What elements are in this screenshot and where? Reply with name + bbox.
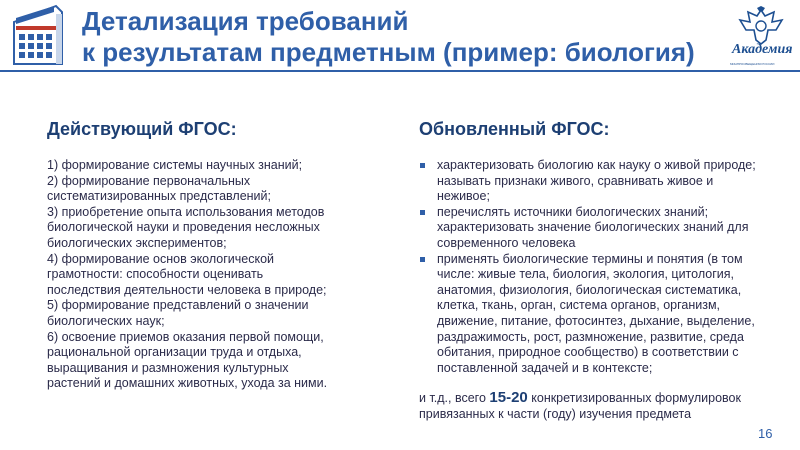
left-line: систематизированных представлений; [47, 189, 271, 204]
count-highlight: 15-20 [489, 389, 528, 406]
left-line: 6) освоение приемов оказания первой помощи, [47, 329, 324, 344]
page-number: 16 [758, 426, 773, 441]
list-item: характеризовать биологию как науку о живой природе; называть признаки живого, сравнивать живое и неживое; [419, 158, 769, 205]
square-bullet-icon [420, 257, 425, 262]
left-line: биологических экспериментов; [47, 235, 227, 250]
title-line-2: к результатам предметным (пример: биология) [82, 37, 695, 67]
left-column-text [47, 158, 377, 392]
academy-subtext: МИНПРОСВЕЩЕНИЯ РОССИИ [730, 62, 775, 66]
emblem-eagle-icon [730, 6, 792, 46]
list-item: применять биологические термины и понятия (в том числе: живые тела, биология, экология, цитология, анатомия, физиология, биологическая систематика, клетка, ткань, орган, система органов, организм, движение, питание, фотосинтез, дыхание, выделение, раздражимость, рост, размножение, развитие, среда обитания, природное сообщество) в соответствии с поставленной задачей и в контексте; [419, 252, 769, 377]
left-line: 5) формирование представлений о значении [47, 298, 309, 313]
academy-logo [730, 6, 792, 68]
square-bullet-icon [420, 210, 425, 215]
left-line: грамотности: способности оценивать [47, 267, 264, 282]
left-line: рациональной организации труда и отдыха, [47, 345, 302, 360]
header-divider [0, 70, 800, 72]
slide-title [82, 6, 722, 68]
title-line-1: Детализация требований [82, 6, 409, 36]
left-line: растений и домашних животных, ухода за ними. [47, 376, 328, 391]
left-line: биологических наук; [47, 313, 165, 328]
left-column-heading: Действующий ФГОС: [47, 119, 237, 139]
left-line: биологической науки и проведения несложных [47, 220, 320, 235]
left-line: 3) приобретение опыта использования методов [47, 204, 325, 219]
right-column-heading: Обновленный ФГОС: [419, 119, 610, 139]
building-logo-icon [10, 4, 66, 66]
academy-wordmark: Академия [732, 42, 793, 57]
left-line: выращивания и размножения культурных [47, 360, 289, 375]
list-item: перечислять источники биологических знаний; характеризовать значение биологических знаний для современного человека [419, 205, 769, 252]
left-line: последствия деятельности человека в природе; [47, 282, 327, 297]
left-line: 1) формирование системы научных знаний; [47, 158, 303, 172]
right-column-list [419, 158, 769, 376]
left-line: 4) формирование основ экологической [47, 251, 275, 266]
summary-note: и т.д., всего 15-20 конкретизированных формулировок привязанных к части (году) изучения предмета [419, 389, 741, 421]
left-line: 2) формирование первоначальных [47, 173, 251, 188]
square-bullet-icon [420, 163, 425, 168]
